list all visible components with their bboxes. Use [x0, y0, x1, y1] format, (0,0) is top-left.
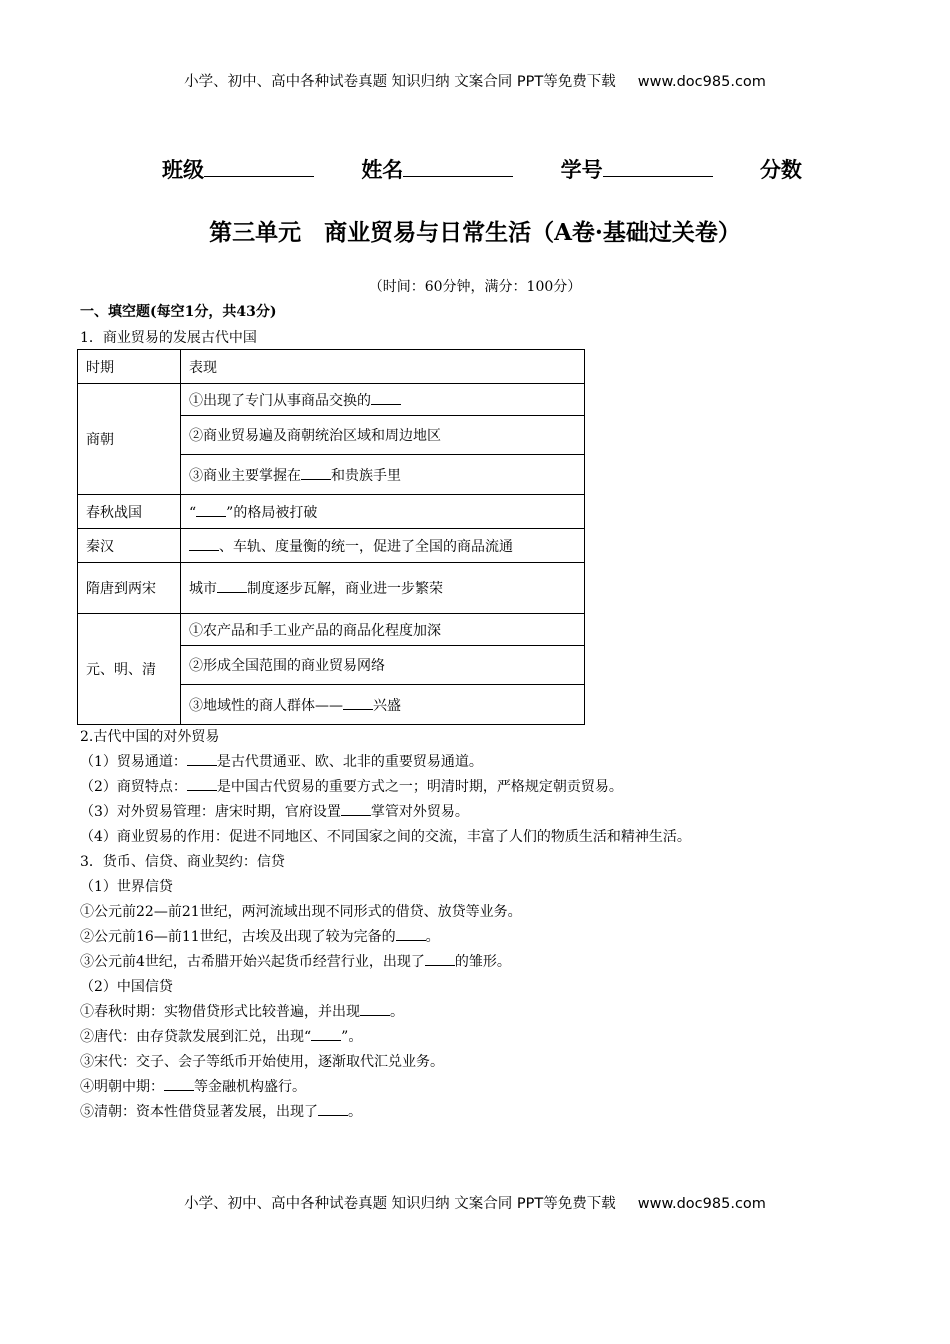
- exam-time: （时间：60分钟，满分：100分）: [368, 279, 582, 295]
- student-info: [162, 154, 802, 184]
- answer-blank[interactable]: [318, 1101, 348, 1116]
- col-header-period: 时期: [78, 350, 181, 384]
- id-label: 学号: [560, 158, 603, 182]
- table-cell: “ ”的格局被打破: [181, 495, 585, 529]
- answer-blank[interactable]: [396, 926, 426, 941]
- header-text: 小学、初中、高中各种试卷真题 知识归纳 文案合同 PPT等免费下载: [184, 74, 616, 90]
- answer-blank[interactable]: [343, 695, 373, 710]
- period-chunqiu: 春秋战国: [78, 495, 181, 529]
- table-row: [78, 563, 585, 614]
- period-qinhan: 秦汉: [78, 529, 181, 563]
- answer-blank[interactable]: [187, 751, 217, 766]
- q2-title: 2.古代中国的对外贸易: [80, 729, 220, 745]
- exam-content: [80, 302, 880, 1125]
- answer-blank[interactable]: [341, 801, 371, 816]
- answer-blank[interactable]: [360, 1001, 390, 1016]
- q2-line-2: （2）商贸特点： 是中国古代贸易的重要方式之一；明清时期，严格规定朝贡贸易。: [80, 775, 880, 800]
- q2-line-1: （1）贸易通道： 是古代贯通亚、欧、北非的重要贸易通道。: [80, 750, 880, 775]
- table-cell: 、车轨、度量衡的统一，促进了全国的商品流通: [181, 529, 585, 563]
- table-cell: ③地域性的商人群体—— 兴盛: [181, 685, 585, 725]
- period-suitang: 隋唐到两宋: [78, 563, 181, 614]
- q3-china-heading: （2）中国信贷: [80, 979, 173, 995]
- answer-blank[interactable]: [189, 536, 219, 551]
- q3-world-1: ①公元前22—前21世纪，两河流域出现不同形式的借贷、放贷等业务。: [80, 904, 522, 920]
- score-label: 分数: [759, 158, 802, 182]
- answer-blank[interactable]: [196, 502, 226, 517]
- table-cell: ①出现了专门从事商品交换的: [181, 384, 585, 416]
- period-yuan: 元、明、清: [78, 614, 181, 725]
- table-cell: ①农产品和手工业产品的商品化程度加深: [181, 614, 585, 646]
- class-label: 班级: [162, 158, 204, 182]
- q3-china-1: ①春秋时期：实物借贷形式比较普遍，并出现 。: [80, 1000, 880, 1025]
- q3-china-3: ③宋代：交子、会子等纸币开始使用，逐渐取代汇兑业务。: [80, 1054, 444, 1070]
- q2-line-3: （3）对外贸易管理：唐宋时期，官府设置 掌管对外贸易。: [80, 800, 880, 825]
- page-title: 第三单元 商业贸易与日常生活（A卷·基础过关卷）: [209, 219, 741, 246]
- trade-table: [77, 349, 585, 725]
- footer-site[interactable]: www.doc985.com: [637, 1196, 766, 1212]
- q1-title: 1．商业贸易的发展古代中国: [80, 330, 257, 346]
- page-footer: [0, 1192, 950, 1213]
- period-shang: 商朝: [78, 384, 181, 495]
- id-field[interactable]: [603, 156, 713, 177]
- table-row: [78, 495, 585, 529]
- answer-blank[interactable]: [425, 951, 455, 966]
- table-row: [78, 384, 585, 416]
- answer-blank[interactable]: [301, 465, 331, 480]
- q3-china-4: ④明朝中期： 等金融机构盛行。: [80, 1075, 880, 1100]
- q3-china-5: ⑤清朝：资本性借贷显著发展，出现了 。: [80, 1100, 880, 1125]
- q2-line-4: （4）商业贸易的作用：促进不同地区、不同国家之间的交流，丰富了人们的物质生活和精神生活。: [80, 829, 691, 845]
- answer-blank[interactable]: [217, 578, 247, 593]
- name-field[interactable]: [403, 156, 513, 177]
- col-header-detail: 表现: [181, 350, 585, 384]
- q3-world-2: ②公元前16—前11世纪，古埃及出现了较为完备的 。: [80, 925, 880, 950]
- q3-china-2: ②唐代：由存贷款发展到汇兑，出现“ ”。: [80, 1025, 880, 1050]
- table-cell: 城市 制度逐步瓦解，商业进一步繁荣: [181, 563, 585, 614]
- answer-blank[interactable]: [311, 1026, 341, 1041]
- answer-blank[interactable]: [164, 1076, 194, 1091]
- table-cell: ②形成全国范围的商业贸易网络: [181, 646, 585, 685]
- page-header: [0, 70, 950, 91]
- header-site[interactable]: www.doc985.com: [637, 74, 766, 90]
- answer-blank[interactable]: [187, 776, 217, 791]
- footer-text: 小学、初中、高中各种试卷真题 知识归纳 文案合同 PPT等免费下载: [184, 1196, 616, 1212]
- class-field[interactable]: [204, 156, 314, 177]
- q3-world-3: ③公元前4世纪，古希腊开始兴起货币经营行业，出现了 的雏形。: [80, 950, 880, 975]
- table-row: [78, 529, 585, 563]
- table-header-row: [78, 350, 585, 384]
- q3-title: 3．货币、信贷、商业契约：信贷: [80, 854, 285, 870]
- name-label: 姓名: [361, 158, 404, 182]
- table-cell: ③商业主要掌握在 和贵族手里: [181, 455, 585, 495]
- answer-blank[interactable]: [371, 390, 401, 405]
- table-cell: ②商业贸易遍及商朝统治区域和周边地区: [181, 416, 585, 455]
- q3-world-heading: （1）世界信贷: [80, 879, 173, 895]
- table-row: [78, 614, 585, 646]
- section-heading: 一、填空题(每空1分，共43分): [80, 304, 277, 320]
